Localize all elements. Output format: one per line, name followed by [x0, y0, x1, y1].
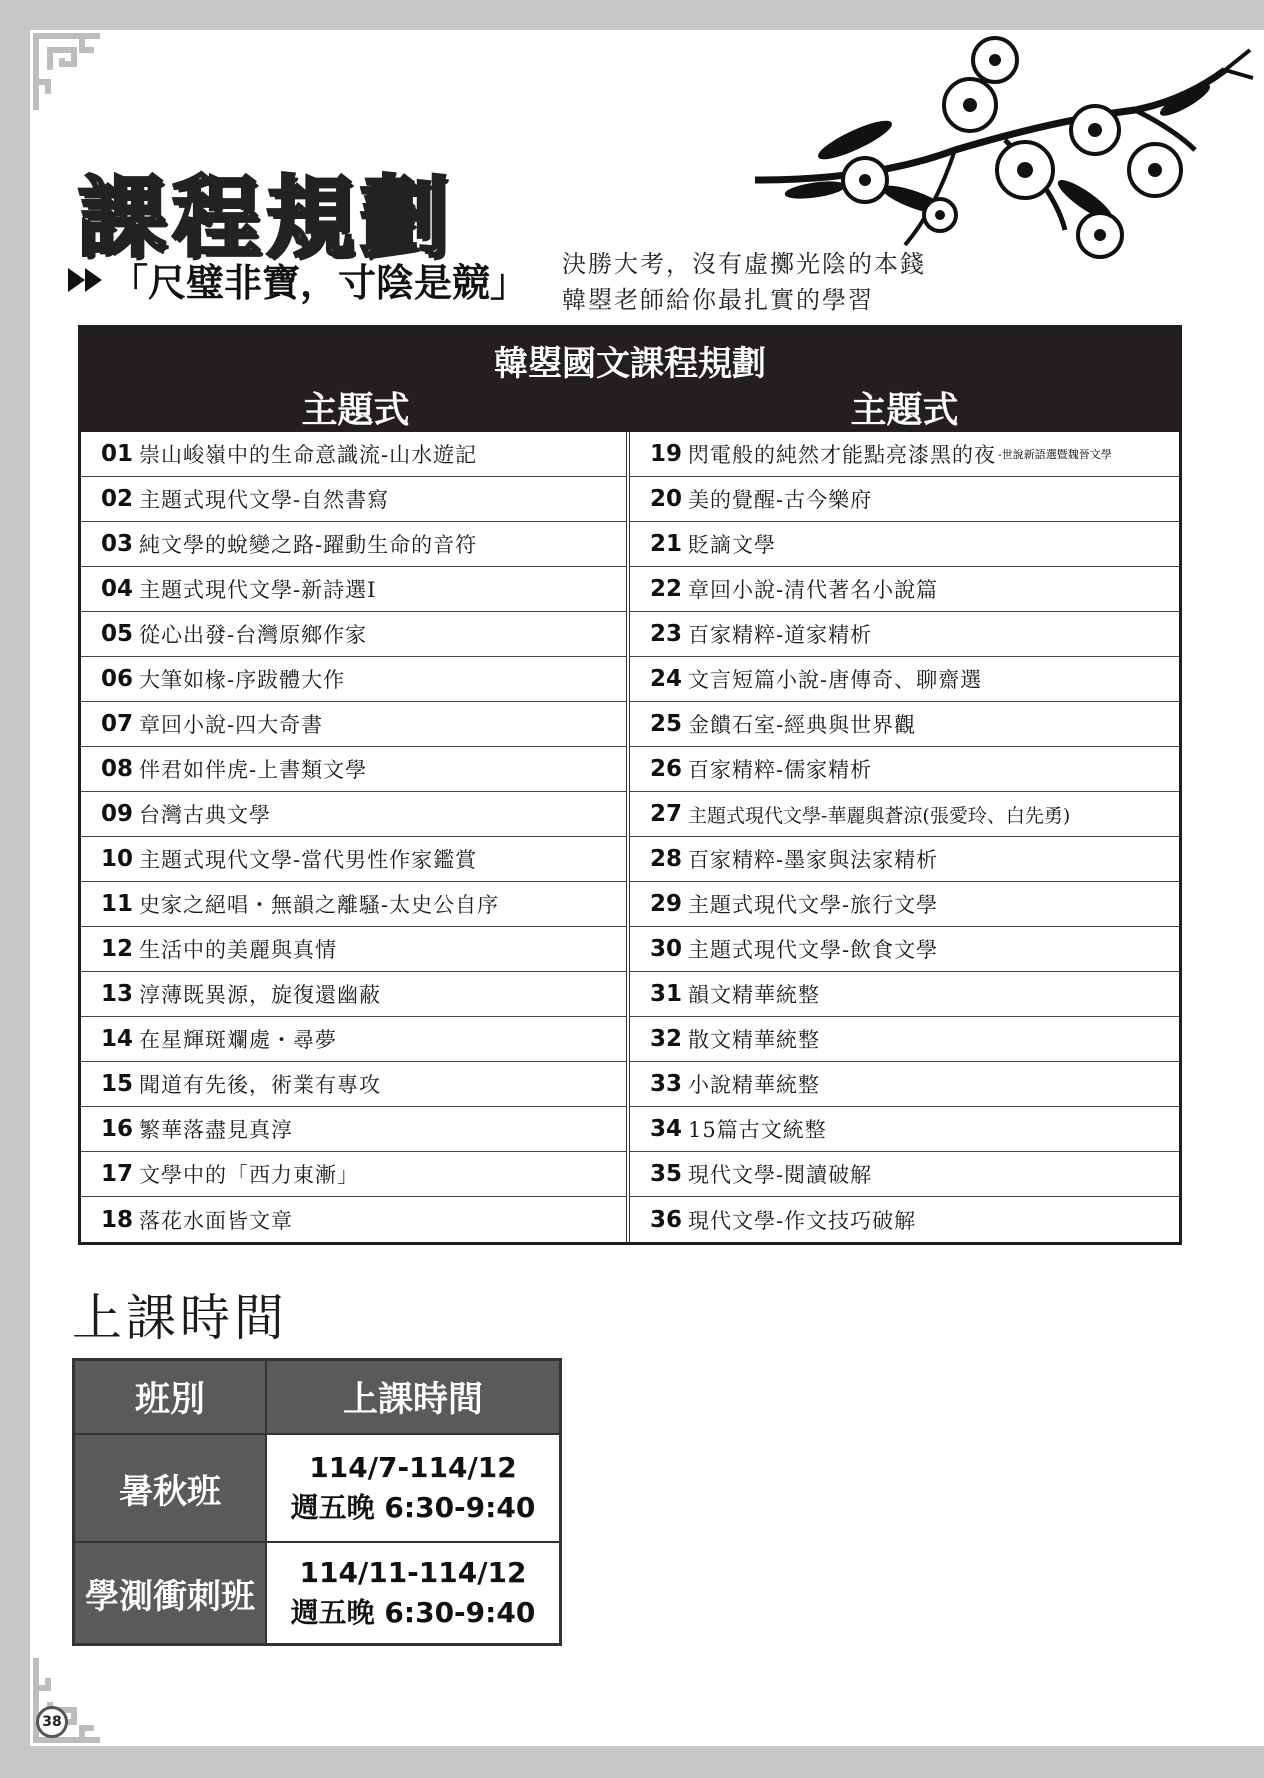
course-title: 閃電般的純然才能點亮漆黑的夜 — [688, 443, 996, 467]
course-row — [630, 702, 1179, 747]
course-row — [630, 567, 1179, 612]
course-title: 主題式現代文學-新詩選Ⅰ — [139, 578, 377, 602]
class-date-range: 114/7-114/12 — [309, 1451, 517, 1484]
course-row — [81, 432, 626, 477]
course-title: 主題式現代文學-當代男性作家鑑賞 — [139, 848, 478, 872]
class-weekly-time: 週五晚 6:30-9:40 — [290, 1596, 536, 1629]
course-number: 08 — [101, 756, 134, 782]
course-number: 26 — [650, 756, 683, 782]
course-row — [630, 1107, 1179, 1152]
schedule-table — [72, 1358, 562, 1646]
course-title: 現代文學-閱讀破解 — [688, 1163, 873, 1187]
course-number: 13 — [101, 981, 134, 1007]
course-number: 34 — [650, 1116, 683, 1142]
course-plan-table — [78, 325, 1182, 1245]
course-row — [81, 522, 626, 567]
course-title: 文言短篇小說-唐傳奇、聊齋選 — [688, 668, 983, 692]
course-row — [81, 702, 626, 747]
course-number: 33 — [650, 1071, 683, 1097]
course-number: 06 — [101, 666, 134, 692]
course-title: 聞道有先後，術業有專攻 — [139, 1073, 381, 1097]
course-row — [81, 882, 626, 927]
course-row — [630, 972, 1179, 1017]
course-number: 04 — [101, 576, 134, 602]
course-title: 伴君如伴虎-上書類文學 — [139, 758, 368, 782]
course-number: 28 — [650, 846, 683, 872]
course-row — [81, 792, 626, 837]
course-row — [630, 1197, 1179, 1242]
course-title: 金饋石室-經典與世界觀 — [688, 713, 917, 737]
course-number: 02 — [101, 486, 134, 512]
course-number: 27 — [650, 801, 683, 827]
course-number: 11 — [101, 891, 134, 917]
course-number: 16 — [101, 1116, 134, 1142]
course-row — [81, 657, 626, 702]
course-row — [81, 567, 626, 612]
course-number: 35 — [650, 1161, 683, 1187]
course-title: 貶謫文學 — [688, 533, 776, 557]
course-column-right — [630, 432, 1179, 1242]
class-column-header: 班別 — [74, 1360, 267, 1435]
course-number: 22 — [650, 576, 683, 602]
course-row — [81, 927, 626, 972]
course-number: 30 — [650, 936, 683, 962]
course-row — [630, 837, 1179, 882]
course-row — [81, 1062, 626, 1107]
course-number: 29 — [650, 891, 683, 917]
class-name: 學測衝刺班 — [74, 1542, 267, 1645]
course-title: 在星輝斑斕處・尋夢 — [139, 1028, 337, 1052]
course-title: 百家精粹-墨家與法家精析 — [688, 848, 939, 872]
course-title: 主題式現代文學-旅行文學 — [688, 893, 939, 917]
course-row — [81, 1197, 626, 1242]
double-arrow-icon — [68, 267, 104, 293]
course-column-left — [81, 432, 630, 1242]
course-number: 21 — [650, 531, 683, 557]
course-title: 台灣古典文學 — [139, 803, 271, 827]
course-note: -世說新語選暨魏晉文學 — [998, 448, 1112, 461]
course-title: 百家精粹-道家精析 — [688, 623, 873, 647]
course-row — [81, 837, 626, 882]
course-row — [630, 927, 1179, 972]
course-title: 史家之絕唱・無韻之離騷-太史公自序 — [139, 893, 500, 917]
course-number: 36 — [650, 1206, 683, 1233]
course-number: 25 — [650, 711, 683, 737]
course-title: 淳薄既異源，旋復還幽蔽 — [139, 983, 381, 1007]
right-column-header: 主題式 — [850, 390, 959, 431]
schedule-title: 上課時間 — [72, 1289, 288, 1347]
course-title: 大筆如椽-序跋體大作 — [139, 668, 346, 692]
course-number: 14 — [101, 1026, 134, 1052]
course-number: 31 — [650, 981, 683, 1007]
class-time — [266, 1542, 561, 1645]
intro-line: 決勝大考，沒有虛擲光陰的本錢 — [562, 250, 926, 278]
course-plan-title: 韓曌國文課程規劃 — [494, 344, 766, 384]
course-title: 百家精粹-儒家精析 — [688, 758, 873, 782]
course-number: 07 — [101, 711, 134, 737]
course-title: 落花水面皆文章 — [139, 1208, 293, 1233]
course-number: 01 — [101, 441, 134, 467]
course-row — [81, 972, 626, 1017]
course-row — [630, 747, 1179, 792]
course-title: 現代文學-作文技巧破解 — [688, 1208, 917, 1233]
intro-line: 韓曌老師給你最扎實的學習 — [562, 286, 874, 314]
course-title: 美的覺醒-古今樂府 — [688, 488, 873, 512]
course-number: 24 — [650, 666, 683, 692]
course-row — [630, 792, 1179, 837]
course-title: 文學中的「西力東漸」 — [139, 1163, 359, 1187]
course-title: 章回小說-四大奇書 — [139, 713, 324, 737]
course-title: 繁華落盡見真淳 — [139, 1118, 293, 1142]
course-title: 崇山峻嶺中的生命意識流-山水遊記 — [139, 443, 478, 467]
course-row — [630, 657, 1179, 702]
course-row — [81, 612, 626, 657]
course-number: 10 — [101, 846, 134, 872]
course-plan-header — [81, 328, 1179, 432]
course-number: 09 — [101, 801, 134, 827]
page-title: 課程規劃 — [78, 165, 455, 269]
class-name: 暑秋班 — [74, 1434, 267, 1542]
course-title: 生活中的美麗與真情 — [139, 938, 337, 962]
course-row — [81, 1107, 626, 1152]
class-weekly-time: 週五晚 6:30-9:40 — [290, 1491, 536, 1524]
schedule-row — [74, 1542, 561, 1645]
plum-blossom-icon — [755, 30, 1255, 280]
course-number: 32 — [650, 1026, 683, 1052]
subtitle — [68, 252, 528, 307]
course-number: 03 — [101, 531, 134, 557]
course-number: 12 — [101, 936, 134, 962]
left-column-header: 主題式 — [301, 390, 410, 431]
course-title: 主題式現代文學-自然書寫 — [139, 488, 390, 512]
course-title: 主題式現代文學-華麗與蒼涼(張愛玲、白先勇) — [688, 804, 1071, 827]
course-row — [630, 522, 1179, 567]
course-row — [630, 1062, 1179, 1107]
class-date-range: 114/11-114/12 — [299, 1556, 527, 1589]
course-row — [81, 477, 626, 522]
course-number: 20 — [650, 486, 683, 512]
course-title: 15篇古文統整 — [688, 1118, 827, 1142]
course-number: 17 — [101, 1161, 134, 1187]
schedule-header-row — [74, 1360, 561, 1435]
course-row — [630, 882, 1179, 927]
course-row — [630, 432, 1179, 477]
page-number: 38 — [36, 1706, 68, 1738]
course-row — [81, 1017, 626, 1062]
course-title: 小說精華統整 — [688, 1073, 820, 1097]
course-title: 韻文精華統整 — [688, 983, 820, 1007]
time-column-header: 上課時間 — [266, 1360, 561, 1435]
course-number: 15 — [101, 1071, 134, 1097]
course-title: 章回小說-清代著名小說篇 — [688, 578, 939, 602]
schedule-row — [74, 1434, 561, 1542]
course-title: 從心出發-台灣原鄉作家 — [139, 623, 368, 647]
course-number: 19 — [650, 441, 683, 467]
course-row — [81, 747, 626, 792]
course-row — [630, 477, 1179, 522]
course-title: 主題式現代文學-飲食文學 — [688, 938, 939, 962]
course-row — [630, 1152, 1179, 1197]
course-title: 純文學的蛻變之路-躍動生命的音符 — [139, 533, 478, 557]
course-number: 23 — [650, 621, 683, 647]
subtitle-text: 「尺璧非寶，寸陰是競」 — [110, 261, 529, 305]
corner-ornament-icon — [30, 30, 110, 110]
class-time — [266, 1434, 561, 1542]
course-number: 05 — [101, 621, 134, 647]
course-row — [630, 612, 1179, 657]
course-row — [630, 1017, 1179, 1062]
course-number: 18 — [101, 1206, 134, 1233]
course-title: 散文精華統整 — [688, 1028, 820, 1052]
course-row — [81, 1152, 626, 1197]
page — [30, 30, 1264, 1746]
